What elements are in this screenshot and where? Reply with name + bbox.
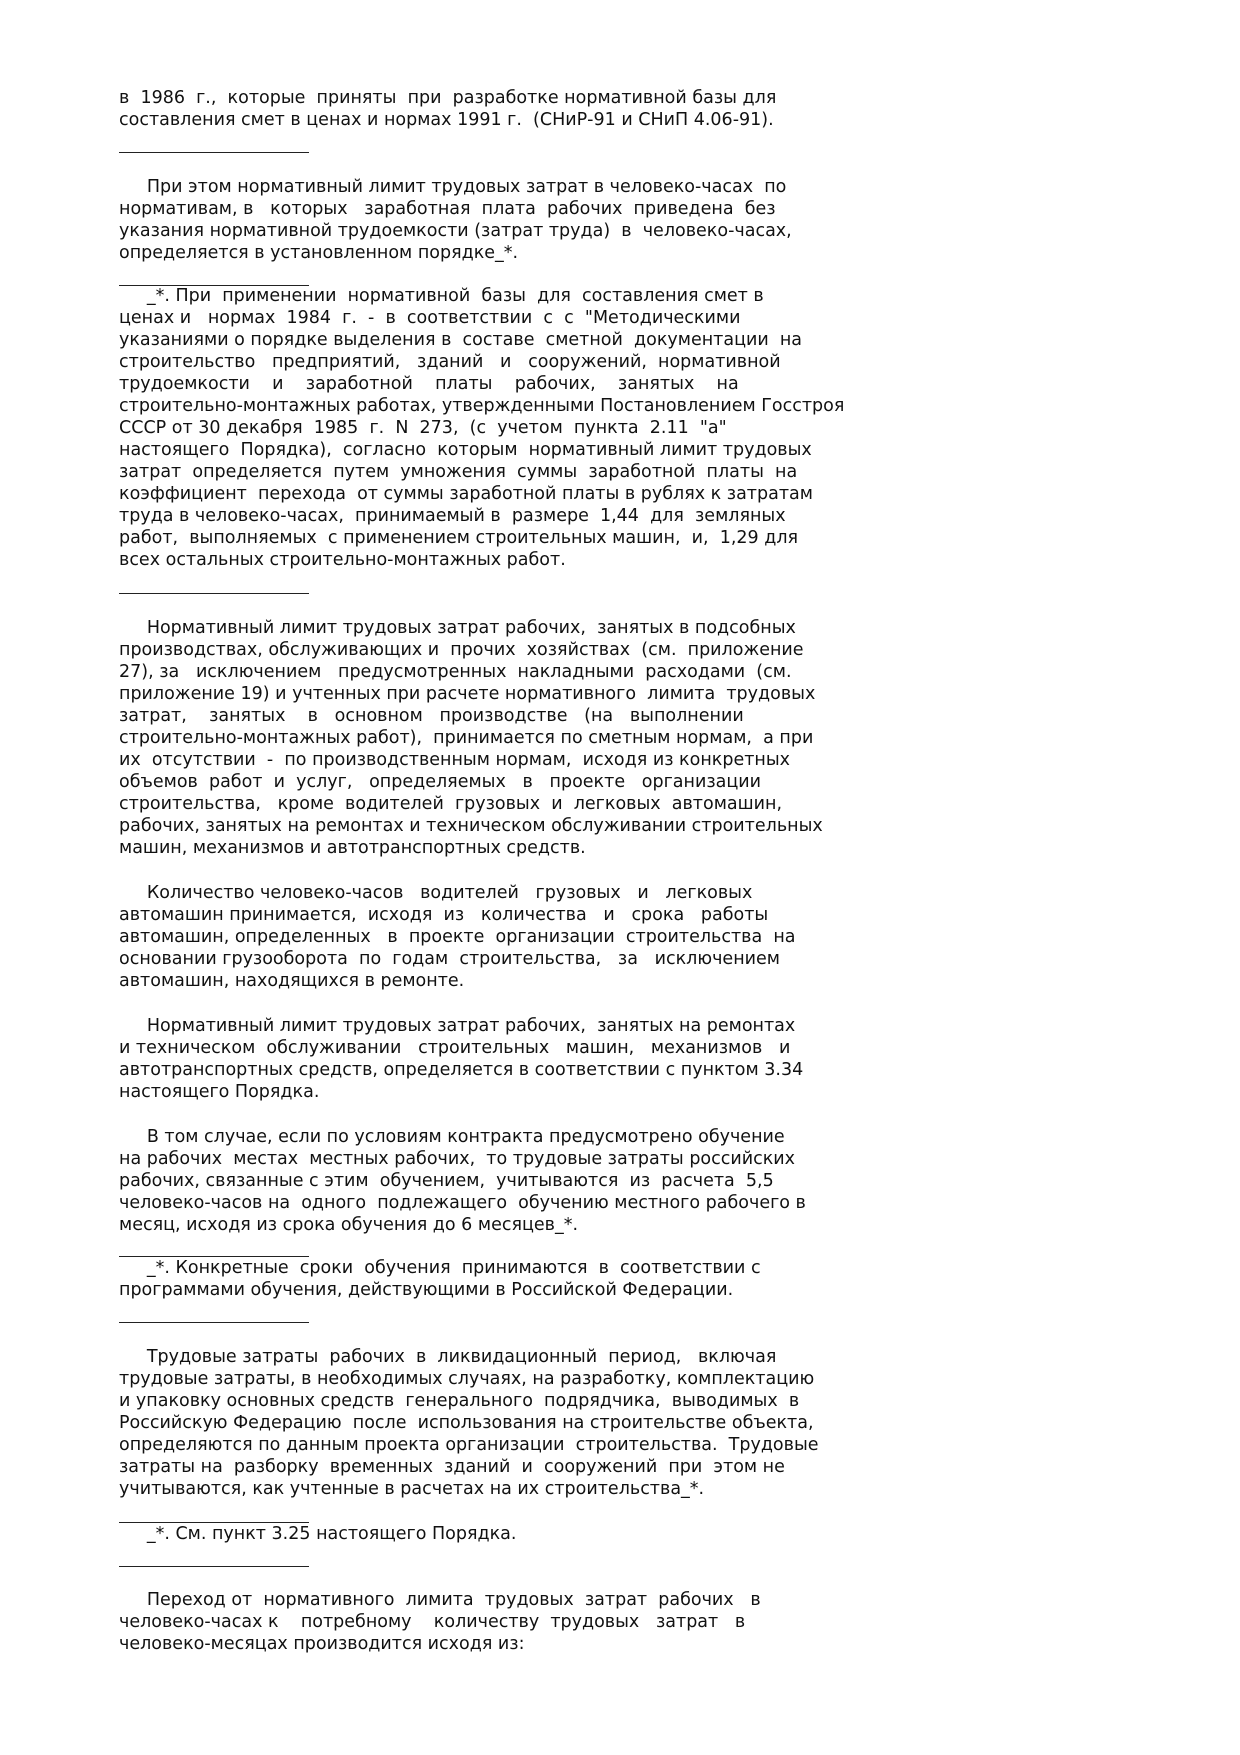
footnote-line: затрат определяется путем умножения суммы заработной платы на xyxy=(119,462,798,482)
footnote-3 xyxy=(119,1523,1119,1545)
text-line: основании грузооборота по годам строительства, за исключением xyxy=(119,949,780,969)
text-line: автомашин, определенных в проекте организации строительства на xyxy=(119,927,796,947)
text-line: При этом нормативный лимит трудовых затрат в человеко-часах по xyxy=(119,177,787,197)
drivers-paragraph xyxy=(119,882,1119,992)
text-line: Нормативный лимит трудовых затрат рабочих, занятых на ремонтах xyxy=(119,1016,796,1036)
text-line: затраты на разборку временных зданий и сооружений при этом не xyxy=(119,1457,785,1477)
text-line: человеко-часов на одного подлежащего обучению местного рабочего в xyxy=(119,1193,806,1213)
text-line: человеко-месяцах производится исходя из: xyxy=(119,1634,525,1654)
text-line: нормативам, в которых заработная плата рабочих приведена без xyxy=(119,199,776,219)
text-line: объемов работ и услуг, определяемых в проекте организации xyxy=(119,772,762,792)
text-line: человеко-часах к потребному количеству трудовых затрат в xyxy=(119,1612,746,1632)
text-line: В том случае, если по условиям контракта предусмотрено обучение xyxy=(119,1127,785,1147)
text-line: в 1986 г., которые приняты при разработке нормативной базы для xyxy=(119,88,777,108)
transition-paragraph xyxy=(119,1589,1119,1655)
text-line: и техническом обслуживании строительных машин, механизмов и xyxy=(119,1038,791,1058)
footnote-line: _*. При применении нормативной базы для составления смет в xyxy=(119,286,764,306)
footnote-line: коэффициент перехода от суммы заработной платы в рублях к затратам xyxy=(119,484,813,504)
text-line: и упаковку основных средств генерального подрядчика, выводимых в xyxy=(119,1391,800,1411)
repairs-paragraph xyxy=(119,1015,1119,1103)
labor-limit-paragraph xyxy=(119,176,1119,264)
footnote-line: строительно-монтажных работах, утвержденными Постановлением Госстроя xyxy=(119,396,845,416)
footnote-line: программами обучения, действующими в Российской Федерации. xyxy=(119,1280,734,1300)
text-line: Трудовые затраты рабочих в ликвидационный период, включая xyxy=(119,1347,777,1367)
text-line: строительства, кроме водителей грузовых и легковых автомашин, xyxy=(119,794,783,814)
footnote-1 xyxy=(119,285,1119,571)
text-line: затрат, занятых в основном производстве (на выполнении xyxy=(119,706,744,726)
footnote-line: настоящего Порядка), согласно которым нормативный лимит трудовых xyxy=(119,440,812,460)
footnote-separator xyxy=(119,152,309,153)
footnote-separator xyxy=(119,1322,309,1323)
text-line: составления смет в ценах и нормах 1991 г. (СНиР-91 и СНиП 4.06-91). xyxy=(119,110,774,130)
text-line: настоящего Порядка. xyxy=(119,1082,320,1102)
footnote-line: СССР от 30 декабря 1985 г. N 273, (с учетом пункта 2.11 "а" xyxy=(119,418,727,438)
text-line: рабочих, связанные с этим обучением, учитываются из расчета 5,5 xyxy=(119,1171,774,1191)
auxiliary-production-paragraph xyxy=(119,617,1119,859)
footnote-line: указаниями о порядке выделения в составе сметной документации на xyxy=(119,330,803,350)
text-line: месяц, исходя из срока обучения до 6 месяцев_*. xyxy=(119,1215,579,1235)
text-line: Нормативный лимит трудовых затрат рабочих, занятых в подсобных xyxy=(119,618,796,638)
text-line: указания нормативной трудоемкости (затрат труда) в человеко-часах, xyxy=(119,221,792,241)
text-line: приложение 19) и учтенных при расчете нормативного лимита трудовых xyxy=(119,684,816,704)
text-line: Российскую Федерацию после использования на строительстве объекта, xyxy=(119,1413,814,1433)
footnote-separator xyxy=(119,593,309,594)
footnote-line: работ, выполняемых с применением строительных машин, и, 1,29 для xyxy=(119,528,799,548)
text-line: автомашин, находящихся в ремонте. xyxy=(119,971,465,991)
footnote-line: _*. Конкретные сроки обучения принимаются в соответствии с xyxy=(119,1258,761,1278)
text-line: учитываются, как учтенные в расчетах на их строительства_*. xyxy=(119,1479,705,1499)
text-line: автомашин принимается, исходя из количества и срока работы xyxy=(119,905,769,925)
text-line: определяется в установленном порядке_*. xyxy=(119,243,519,263)
footnote-line: строительство предприятий, зданий и сооружений, нормативной xyxy=(119,352,781,372)
text-line: Переход от нормативного лимита трудовых затрат рабочих в xyxy=(119,1590,761,1610)
footnote-2 xyxy=(119,1257,1119,1301)
text-line: машин, механизмов и автотранспортных средств. xyxy=(119,838,586,858)
footnote-line: всех остальных строительно-монтажных работ. xyxy=(119,550,566,570)
training-paragraph xyxy=(119,1126,1119,1236)
text-line: на рабочих местах местных рабочих, то трудовые затраты российских xyxy=(119,1149,796,1169)
text-line: определяются по данным проекта организации строительства. Трудовые xyxy=(119,1435,819,1455)
footnote-line: ценах и нормах 1984 г. - в соответствии с с "Методическими xyxy=(119,308,741,328)
footnote-line: труда в человеко-часах, принимаемый в размере 1,44 для земляных xyxy=(119,506,786,526)
text-line: автотранспортных средств, определяется в соответствии с пунктом 3.34 xyxy=(119,1060,804,1080)
text-line: трудовые затраты, в необходимых случаях, на разработку, комплектацию xyxy=(119,1369,815,1389)
text-line: 27), за исключением предусмотренных накладными расходами (см. xyxy=(119,662,792,682)
text-line: их отсутствии - по производственным нормам, исходя из конкретных xyxy=(119,750,791,770)
footnote-line: трудоемкости и заработной платы рабочих, занятых на xyxy=(119,374,739,394)
text-line: производствах, обслуживающих и прочих хозяйствах (см. приложение xyxy=(119,640,804,660)
text-line: рабочих, занятых на ремонтах и техническом обслуживании строительных xyxy=(119,816,823,836)
text-line: Количество человеко-часов водителей грузовых и легковых xyxy=(119,883,753,903)
text-line: строительно-монтажных работ), принимается по сметным нормам, а при xyxy=(119,728,814,748)
liquidation-paragraph xyxy=(119,1346,1119,1500)
intro-paragraph xyxy=(119,87,1119,131)
footnote-separator xyxy=(119,1566,309,1567)
footnote-line: _*. См. пункт 3.25 настоящего Порядка. xyxy=(119,1524,517,1544)
